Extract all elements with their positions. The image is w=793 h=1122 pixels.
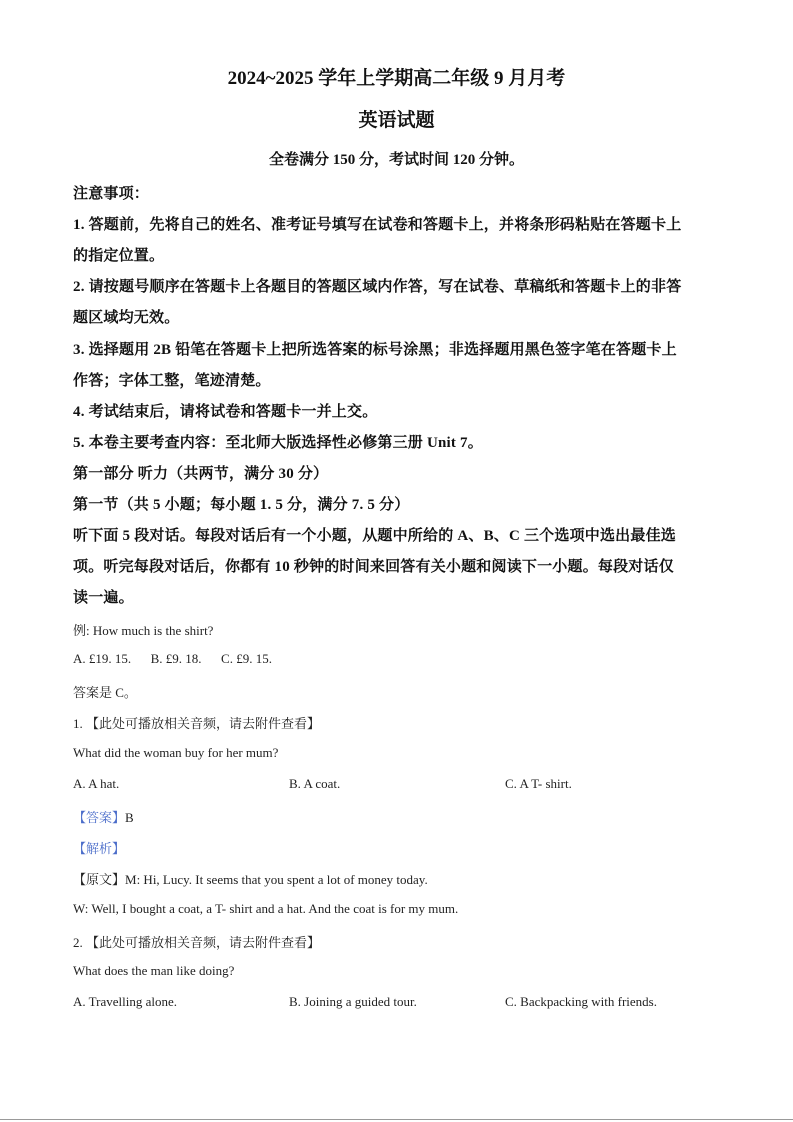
q2-option-b: B. Joining a guided tour. [289, 994, 417, 1009]
q1-option-a: A. A hat. [73, 776, 120, 791]
notice-line: 1. 答题前，先将自己的姓名、准考证号填写在试卷和答题卡上，并将条形码粘贴在答题卡上 [73, 217, 682, 233]
q2-option-c: C. Backpacking with friends. [505, 994, 657, 1009]
notice-line: 的指定位置。 [73, 248, 165, 264]
q2-option-a: A. Travelling alone. [73, 994, 177, 1009]
page-bottom-rule [0, 1119, 793, 1120]
q1-question: What did the woman buy for her mum? [73, 745, 279, 760]
q1-audio-note: 1. 【此处可播放相关音频，请去附件查看】 [73, 716, 321, 731]
answer-label: 【答案】 [73, 810, 126, 825]
instruction-line: 读一遍。 [73, 590, 134, 606]
exam-info: 全卷满分 150 分，考试时间 120 分钟。 [268, 152, 524, 168]
q1-analysis-label: 【解析】 [73, 841, 126, 856]
subject-title: 英语试题 [358, 110, 435, 131]
notice-heading: 注意事项： [73, 186, 150, 202]
notice-line: 5. 本卷主要考查内容：至北师大版选择性必修第三册 Unit 7。 [73, 435, 483, 451]
q1-original-m [73, 869, 428, 888]
notice-line: 题区域均无效。 [73, 310, 180, 326]
dialogue-line: M: Hi, Lucy. It seems that you spent a lot of money today. [125, 872, 428, 887]
q2-audio-note: 2. 【此处可播放相关音频，请去附件查看】 [73, 935, 321, 950]
original-label: 【原文】 [73, 872, 126, 887]
q1-option-c: C. A T- shirt. [505, 776, 572, 791]
example-options: A. £19. 15. B. £9. 18. C. £9. 15. [73, 651, 272, 666]
section1-heading: 第一节（共 5 小题；每小题 1. 5 分，满分 7. 5 分） [73, 497, 410, 513]
q1-original-w: W: Well, I bought a coat, a T- shirt and a hat. And the coat is for my mum. [73, 901, 459, 916]
notice-line: 2. 请按题号顺序在答题卡上各题目的答题区域内作答，写在试卷、草稿纸和答题卡上的非答 [73, 279, 682, 295]
notice-line: 3. 选择题用 2B 铅笔在答题卡上把所选答案的标号涂黑；非选择题用黑色签字笔在答题卡上 [73, 342, 677, 358]
example-question: 例: How much is the shirt? [73, 623, 214, 638]
notice-line: 作答；字体工整，笔迹清楚。 [73, 373, 271, 389]
q1-option-b: B. A coat. [289, 776, 341, 791]
instruction-line: 项。听完每段对话后，你都有 10 秒钟的时间来回答有关小题和阅读下一小题。每段对话仅 [73, 559, 674, 575]
exam-title: 2024~2025 学年上学期高二年级 9 月月考 [227, 68, 566, 89]
part1-heading: 第一部分 听力（共两节，满分 30 分） [73, 466, 329, 482]
answer-value: B [125, 810, 134, 825]
q1-answer [73, 807, 134, 826]
example-answer: 答案是 C。 [73, 685, 137, 700]
notice-line: 4. 考试结束后，请将试卷和答题卡一并上交。 [73, 404, 378, 420]
q2-question: What does the man like doing? [73, 963, 235, 978]
instruction-line: 听下面 5 段对话。每段对话后有一个小题，从题中所给的 A、B、C 三个选项中选出最佳选 [73, 528, 676, 544]
